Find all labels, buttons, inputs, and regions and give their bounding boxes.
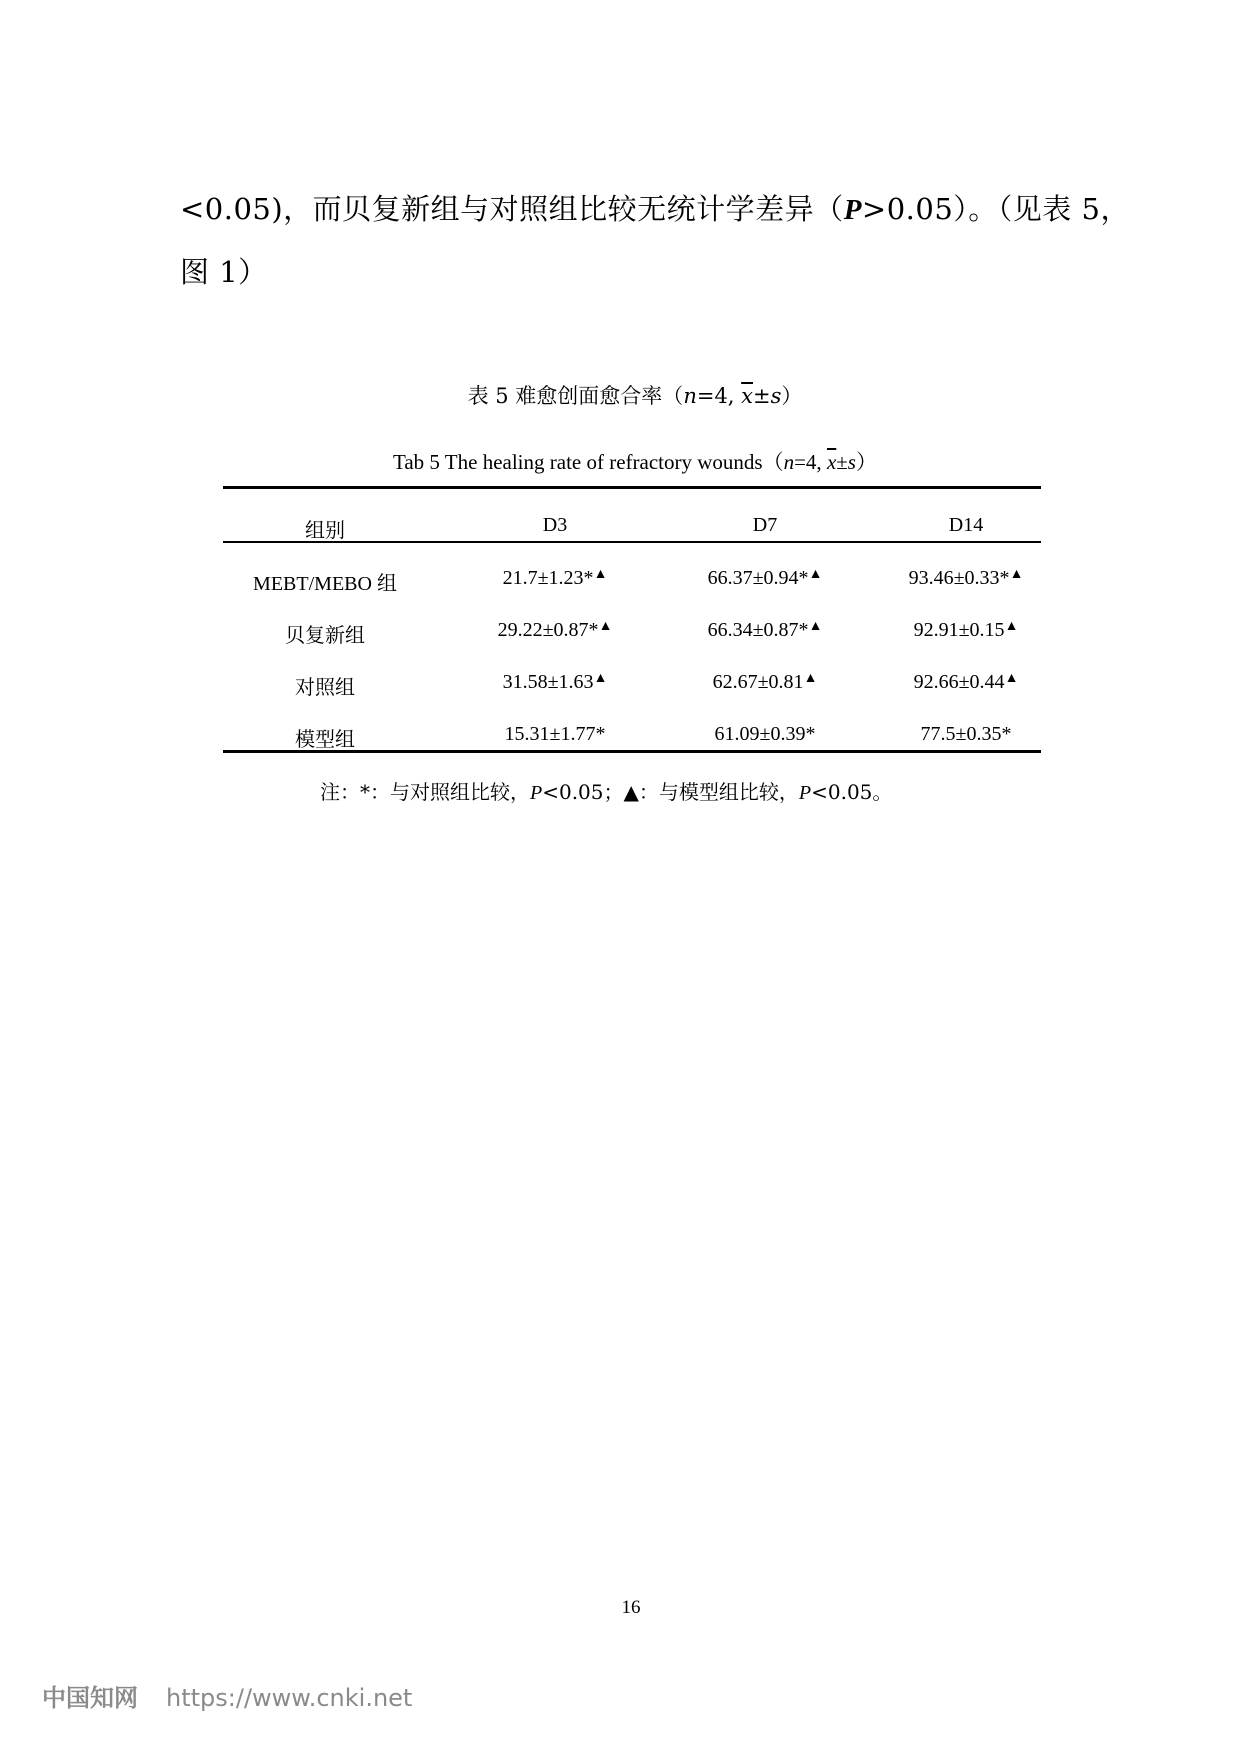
triangle-mark: ▲ bbox=[593, 567, 608, 582]
table-note bbox=[320, 776, 892, 805]
row-d3 bbox=[455, 567, 655, 590]
caption-n: n bbox=[683, 384, 697, 408]
value: 92.91±0.15 bbox=[913, 619, 1005, 641]
triangle-mark: ▲ bbox=[1009, 567, 1024, 582]
row-d3 bbox=[455, 619, 655, 642]
row-d14 bbox=[866, 723, 1066, 746]
caption-pm: ± bbox=[836, 450, 848, 474]
row-d14 bbox=[866, 671, 1066, 694]
triangle-mark: ▲ bbox=[808, 619, 823, 634]
footer-url: https://www.cnki.net bbox=[166, 1684, 413, 1712]
paragraph-text: >0.05）。（见表 5， bbox=[861, 192, 1130, 226]
caption-pm: ± bbox=[753, 384, 771, 408]
caption-text: 表 5 难愈创面愈合率（ bbox=[467, 384, 684, 408]
triangle-mark: ▲ bbox=[803, 671, 818, 686]
row-d7 bbox=[665, 671, 865, 694]
caption-n-value: =4, bbox=[696, 384, 742, 408]
triangle-mark: ▲ bbox=[1004, 619, 1019, 634]
caption-suffix: ） bbox=[855, 450, 877, 474]
caption-suffix: ） bbox=[781, 384, 803, 408]
caption-text: Tab 5 The healing rate of refractory wounds（ bbox=[393, 450, 784, 474]
row-d3 bbox=[455, 723, 655, 746]
caption-s: s bbox=[847, 450, 856, 474]
value: 92.66±0.44 bbox=[913, 671, 1005, 693]
note-text: 注：*：与对照组比较， bbox=[320, 780, 530, 804]
triangle-mark: ▲ bbox=[593, 671, 608, 686]
row-d3 bbox=[455, 671, 655, 694]
row-group: 模型组 bbox=[295, 729, 355, 751]
value: 15.31±1.77* bbox=[504, 723, 606, 745]
caption-n-value: =4, bbox=[794, 450, 827, 474]
value: 77.5±0.35* bbox=[920, 723, 1012, 745]
triangle-mark: ▲ bbox=[598, 619, 613, 634]
row-group: 对照组 bbox=[295, 677, 355, 699]
value: 61.09±0.39* bbox=[714, 723, 816, 745]
header-d7: D7 bbox=[752, 514, 778, 536]
value: 31.58±1.63 bbox=[502, 671, 594, 693]
triangle-mark: ▲ bbox=[808, 567, 823, 582]
row-d14 bbox=[866, 619, 1066, 642]
row-group: MEBT/MEBO 组 bbox=[253, 573, 397, 595]
value: 29.22±0.87* bbox=[497, 619, 599, 641]
value: 66.37±0.94* bbox=[707, 567, 809, 589]
paragraph-line-2: 图 1） bbox=[180, 255, 268, 289]
paragraph-text: <0.05)，而贝复新组与对照组比较无统计学差异（ bbox=[180, 192, 844, 226]
triangle-mark: ▲ bbox=[1004, 671, 1019, 686]
row-d7 bbox=[665, 567, 865, 590]
note-text: <0.05；▲：与模型组比较， bbox=[542, 780, 799, 804]
brand-logo-text: 中国知网 bbox=[42, 1684, 138, 1712]
row-d7 bbox=[665, 619, 865, 642]
paragraph-line-1 bbox=[180, 178, 1130, 241]
value: 21.7±1.23* bbox=[502, 567, 594, 589]
table-caption-en bbox=[0, 446, 1240, 476]
header-d3: D3 bbox=[542, 514, 568, 536]
p-symbol: P bbox=[530, 782, 543, 804]
caption-mean-symbol: $\overline{x}$ bbox=[826, 450, 837, 474]
row-d14 bbox=[866, 567, 1066, 590]
p-symbol: P bbox=[798, 782, 812, 804]
table-caption-zh bbox=[0, 380, 1240, 410]
row-group: 贝复新组 bbox=[285, 625, 365, 647]
caption-n: n bbox=[783, 450, 795, 474]
value: 66.34±0.87* bbox=[707, 619, 809, 641]
header-d14: D14 bbox=[948, 514, 984, 536]
caption-s: s bbox=[770, 384, 782, 408]
value: 62.67±0.81 bbox=[712, 671, 804, 693]
watermark-footer bbox=[42, 1678, 412, 1713]
caption-mean-symbol: $\overline{x}$ bbox=[741, 384, 753, 408]
note-text: <0.05。 bbox=[811, 780, 893, 804]
page-number: 16 bbox=[621, 1597, 641, 1618]
value: 93.46±0.33* bbox=[908, 567, 1010, 589]
p-symbol: P bbox=[843, 194, 862, 226]
body-paragraph bbox=[180, 178, 1130, 303]
table-top-rule bbox=[223, 486, 1041, 489]
header-group: 组别 bbox=[305, 520, 345, 542]
row-d7 bbox=[665, 723, 865, 746]
